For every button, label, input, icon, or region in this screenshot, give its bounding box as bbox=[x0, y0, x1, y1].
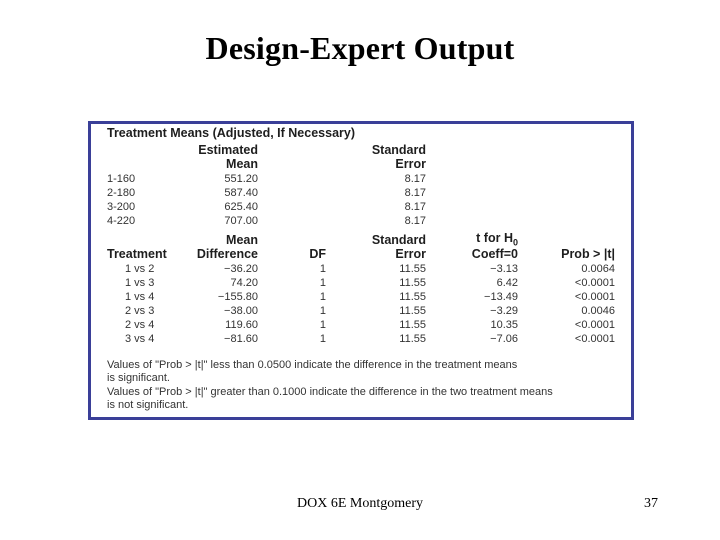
prob-value: <0.0001 bbox=[574, 277, 615, 289]
t-header-1: t for $H_0$ bbox=[476, 231, 518, 248]
treatment-header: Treatment bbox=[107, 247, 167, 261]
treatment-label: 4-220 bbox=[107, 215, 136, 227]
estimated-mean: 587.40 bbox=[224, 187, 258, 199]
panel-heading: Treatment Means (Adjusted, If Necessary) bbox=[107, 126, 355, 140]
estimated-mean: 625.40 bbox=[224, 201, 258, 213]
note-line: is significant. bbox=[107, 372, 170, 384]
prob-value: <0.0001 bbox=[574, 333, 615, 345]
slide-title: Design-Expert Output bbox=[205, 30, 515, 66]
note-line: Values of "Prob > |t|" less than 0.0500 indicate the difference in the treatment means bbox=[107, 359, 518, 371]
est-mean-header-2: Mean bbox=[226, 157, 258, 171]
standard-error: 8.17 bbox=[404, 173, 426, 185]
standard-error: 11.55 bbox=[399, 305, 426, 317]
df-value: 1 bbox=[319, 263, 326, 275]
comparison: 1 vs 3 bbox=[125, 277, 155, 289]
t-value: 10.35 bbox=[490, 319, 518, 331]
t-value: 6.42 bbox=[496, 277, 518, 289]
mean-difference: −155.80 bbox=[217, 291, 258, 303]
t-value: −3.29 bbox=[490, 305, 518, 317]
mean-difference: −38.00 bbox=[224, 305, 258, 317]
mean-difference: −81.60 bbox=[224, 333, 258, 345]
comparison: 3 vs 4 bbox=[125, 333, 155, 345]
est-mean-header-1: Estimated bbox=[198, 143, 258, 157]
standard-error: 11.55 bbox=[399, 291, 426, 303]
output-panel bbox=[88, 121, 634, 420]
t-header-2: Coeff=0 bbox=[471, 247, 518, 261]
comparison: 2 vs 3 bbox=[125, 305, 155, 317]
treatment-label: 1-160 bbox=[107, 173, 136, 185]
df-value: 1 bbox=[319, 333, 326, 345]
estimated-mean: 551.20 bbox=[224, 173, 258, 185]
treatment-label: 3-200 bbox=[107, 201, 136, 213]
comparison: 1 vs 4 bbox=[125, 291, 155, 303]
df-value: 1 bbox=[319, 319, 326, 331]
mean-difference: 74.20 bbox=[230, 277, 258, 289]
mean-diff-header-2: Difference bbox=[196, 247, 258, 261]
standard-error: 11.55 bbox=[399, 319, 426, 331]
slide-footer: DOX 6E Montgomery bbox=[297, 496, 423, 511]
mean-diff-header-1: Mean bbox=[226, 233, 258, 247]
comparison: 2 vs 4 bbox=[125, 319, 155, 331]
treatment-label: 2-180 bbox=[107, 187, 136, 199]
comparison: 1 vs 2 bbox=[125, 263, 155, 275]
standard-error: 8.17 bbox=[404, 187, 426, 199]
prob-header: Prob > |t| bbox=[561, 247, 615, 261]
t-value: −13.49 bbox=[484, 291, 518, 303]
t-value: −7.06 bbox=[490, 333, 518, 345]
df-value: 1 bbox=[319, 277, 326, 289]
df-value: 1 bbox=[319, 291, 326, 303]
mean-difference: 119.60 bbox=[225, 319, 258, 331]
mean-difference: −36.20 bbox=[224, 263, 258, 275]
diff-std-error-header-2: Error bbox=[395, 247, 426, 261]
std-error-header-2: Error bbox=[395, 157, 426, 171]
prob-value: 0.0064 bbox=[581, 263, 615, 275]
note-line: is not significant. bbox=[107, 399, 189, 411]
standard-error: 8.17 bbox=[404, 215, 426, 227]
prob-value: 0.0046 bbox=[581, 305, 615, 317]
std-error-header-1: Standard bbox=[371, 143, 426, 157]
diff-std-error-header-1: Standard bbox=[371, 233, 426, 247]
df-value: 1 bbox=[319, 305, 326, 317]
t-value: −3.13 bbox=[490, 263, 518, 275]
note-line: Values of "Prob > |t|" greater than 0.1000 indicate the difference in the two treatment means bbox=[107, 386, 553, 398]
standard-error: 11.55 bbox=[399, 277, 426, 289]
standard-error: 11.55 bbox=[399, 263, 426, 275]
estimated-mean: 707.00 bbox=[224, 215, 258, 227]
df-header: DF bbox=[309, 247, 326, 261]
standard-error: 11.55 bbox=[399, 333, 426, 345]
prob-value: <0.0001 bbox=[574, 291, 615, 303]
page-number: 37 bbox=[644, 496, 658, 511]
prob-value: <0.0001 bbox=[574, 319, 615, 331]
standard-error: 8.17 bbox=[404, 201, 426, 213]
